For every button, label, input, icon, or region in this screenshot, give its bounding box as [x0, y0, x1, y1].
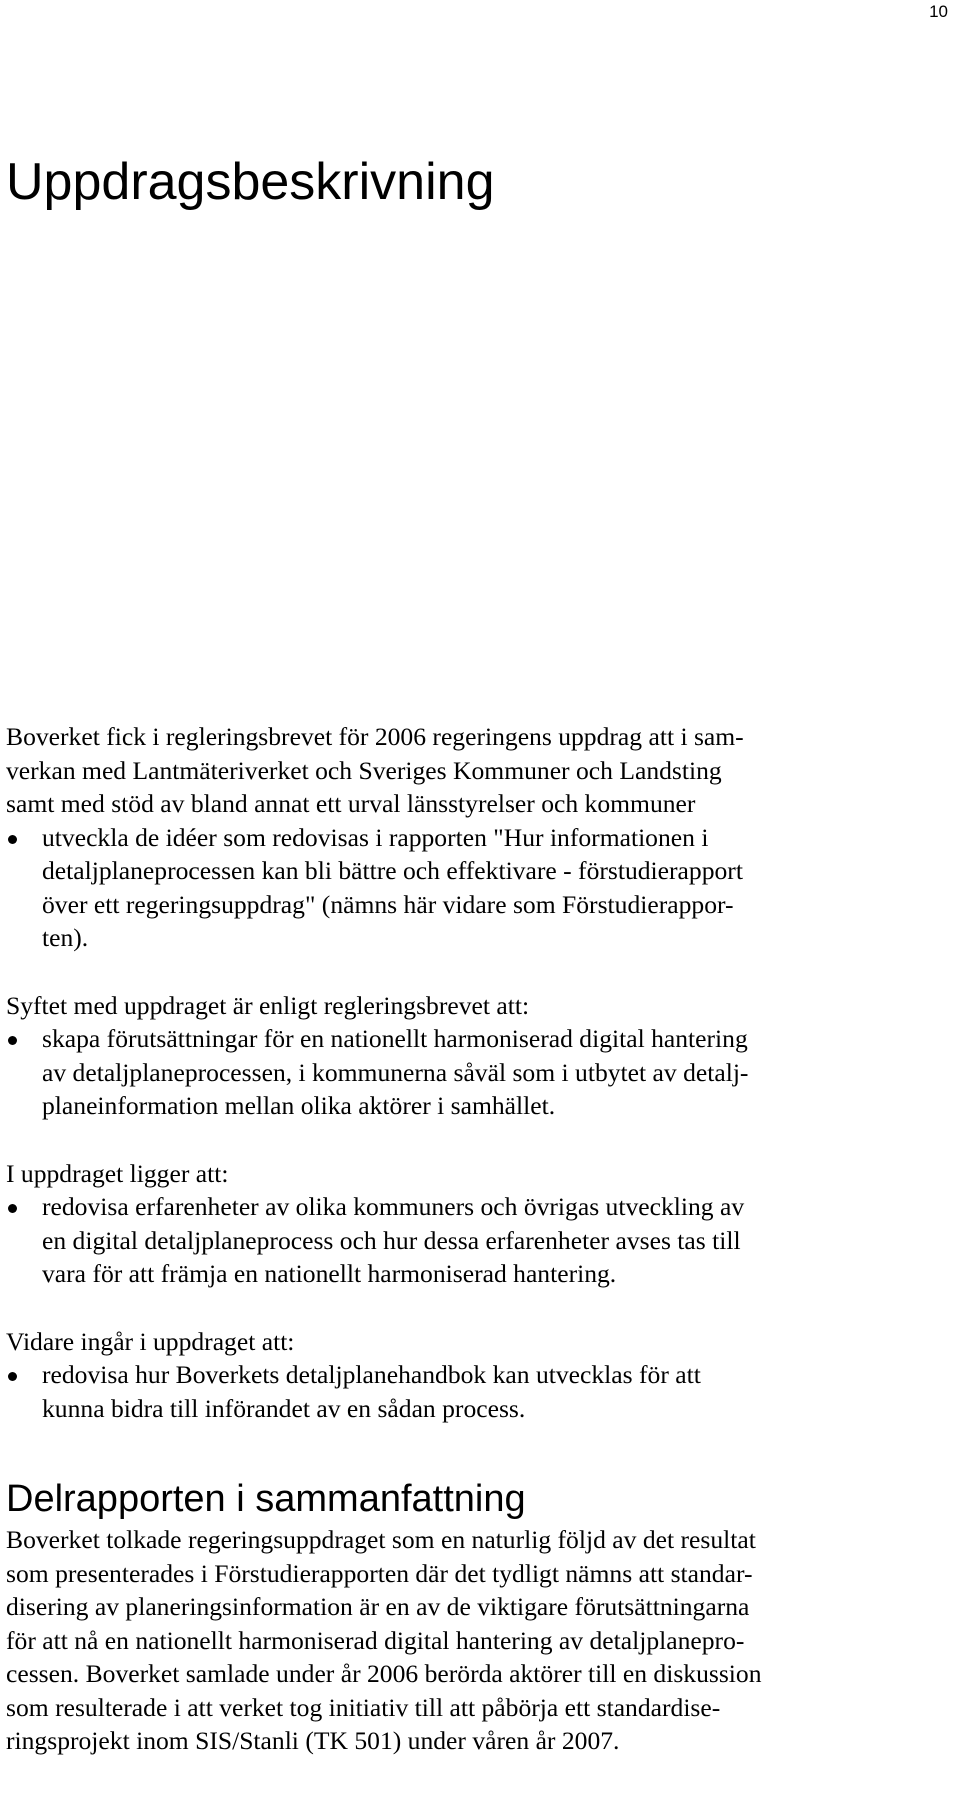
intro-paragraph [6, 720, 876, 821]
section-heading: Delrapporten i sammanfattning [6, 1478, 526, 1520]
intro-line: verkan med Lantmäteriverket och Sveriges Kommuner och Landsting [6, 755, 722, 785]
syfte-lead: Syftet med uppdraget är enligt regleringsbrevet att: [6, 990, 530, 1020]
list-item [6, 1190, 876, 1291]
vidare-lead: Vidare ingår i uppdraget att: [6, 1326, 295, 1356]
bullet-line: detaljplaneprocessen kan bli bättre och effektivare - förstudierapport [42, 856, 743, 885]
bullet-line: av detaljplaneprocessen, i kommunerna såväl som i utbytet av detalj- [42, 1057, 749, 1087]
list-item [6, 1358, 876, 1425]
bullet-line: kunna bidra till införandet av en sådan process. [42, 1393, 526, 1423]
syfte-bullet-list [6, 1022, 876, 1123]
summary-line: disering av planeringsinformation är en av de viktigare förutsättningarna [6, 1592, 750, 1621]
bullet-line: utveckla de idéer som redovisas i rapporten "Hur informationen i [42, 822, 709, 852]
vidare-bullet-list [6, 1358, 876, 1425]
list-item [6, 1022, 876, 1123]
bullet-line: redovisa erfarenheter av olika kommuners och övrigas utveckling av [42, 1192, 745, 1221]
summary-line: som resulterade i att verket tog initiativ till att påbörja ett standardise- [6, 1692, 721, 1722]
page-number: 10 [929, 2, 948, 21]
summary-line: cessen. Boverket samlade under år 2006 berörda aktörer till en diskussion [6, 1659, 762, 1688]
list-item [6, 821, 876, 955]
uppdraget-lead: I uppdraget ligger att: [6, 1158, 229, 1188]
intro-line: samt med stöd av bland annat ett urval länsstyrelser och kommuner [6, 789, 696, 818]
bullet-line: redovisa hur Boverkets detaljplanehandbok kan utvecklas för att [42, 1360, 701, 1389]
bullet-line: vara för att främja en nationellt harmoniserad hantering. [42, 1259, 617, 1288]
intro-bullet-list [6, 821, 876, 955]
summary-line: för att nå en nationellt harmoniserad digital hantering av detaljplanepro- [6, 1625, 745, 1655]
document-body [6, 720, 876, 1758]
bullet-line: planeinformation mellan olika aktörer i samhället. [42, 1091, 556, 1120]
uppdraget-bullet-list [6, 1190, 876, 1291]
intro-line: Boverket fick i regleringsbrevet för 2006 regeringens uppdrag att i sam- [6, 722, 744, 751]
summary-line: ringsprojekt inom SIS/Stanli (TK 501) under våren år 2007. [6, 1726, 620, 1755]
summary-line: Boverket tolkade regeringsuppdraget som en naturlig följd av det resultat [6, 1525, 756, 1554]
summary-line: som presenterades i Förstudierapporten där det tydligt nämns att standar- [6, 1558, 753, 1588]
bullet-line: ten). [42, 923, 89, 952]
page-title: Uppdragsbeskrivning [6, 153, 495, 211]
bullet-line: över ett regeringsuppdrag" (nämns här vidare som Förstudierappor- [42, 889, 734, 919]
bullet-line: en digital detaljplaneprocess och hur dessa erfarenheter avses tas till [42, 1225, 741, 1255]
summary-paragraph [6, 1523, 876, 1758]
bullet-line: skapa förutsättningar för en nationellt harmoniserad digital hantering [42, 1024, 748, 1053]
